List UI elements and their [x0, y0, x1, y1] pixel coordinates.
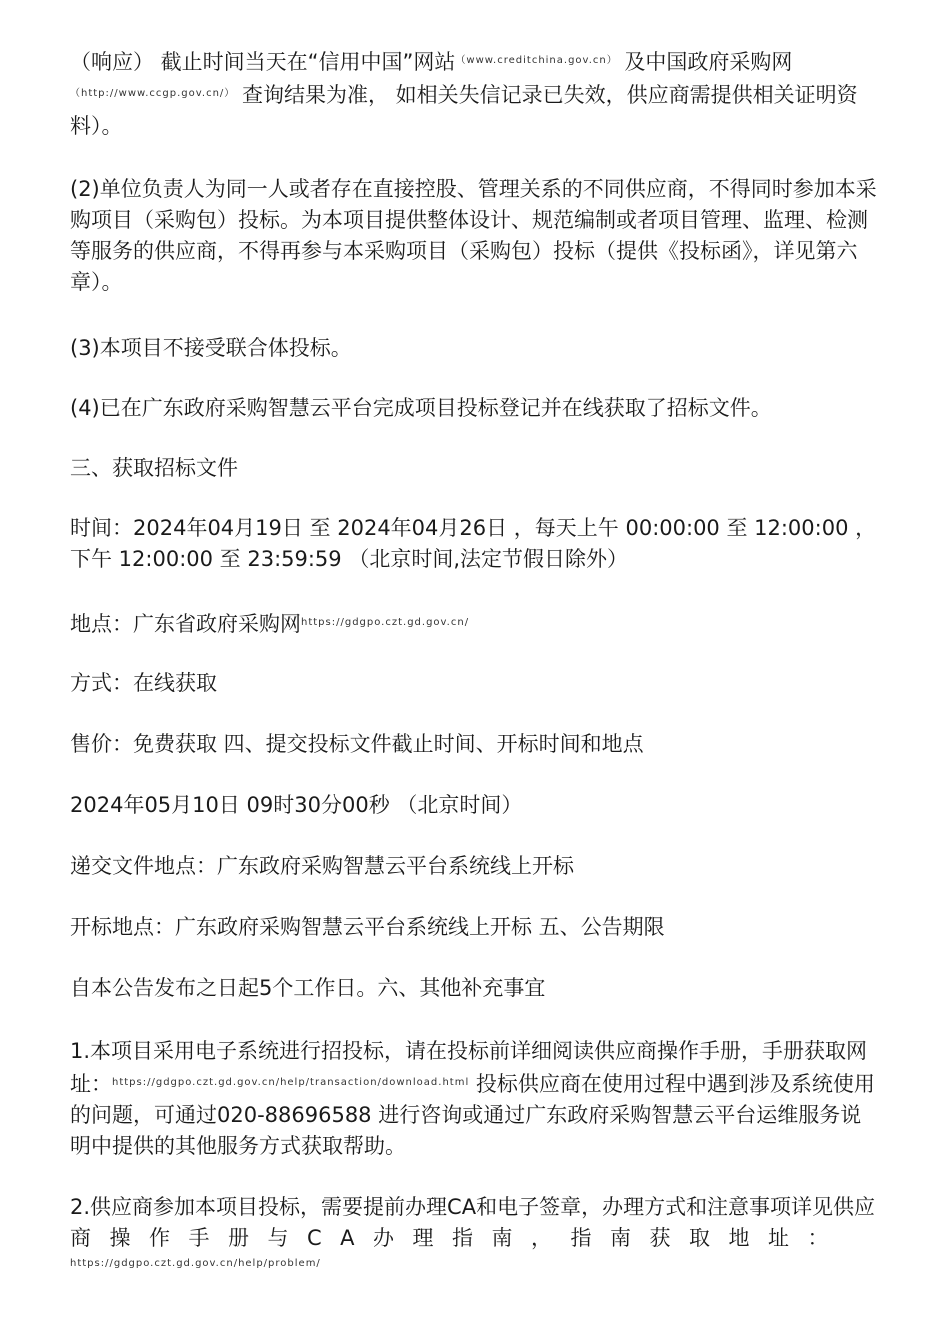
paragraph-item-2: (2)单位负责人为同一人或者存在直接控股、管理关系的不同供应商，不得同时参加本采购项目（采购包）投标。为本项目提供整体设计、规范编制或者项目管理、监理、检测等服务的供应商，不得再参与本采购项目（采购包）投标（提供《投标函》，详见第六章）。 — [70, 177, 877, 294]
text-segment: 及中国政府采购网 — [624, 50, 793, 74]
ccgp-url: （http://www.ccgp.gov.cn/） — [70, 88, 236, 99]
paragraph-item-3: (3)本项目不接受联合体投标。 — [70, 336, 352, 360]
paragraph-price: 售价：免费获取 四、提交投标文件截止时间、开标时间和地点 — [70, 732, 644, 756]
paragraph-method: 方式：在线获取 — [70, 671, 217, 695]
paragraph-deadline: 2024年05月10日 09时30分00秒 （北京时间） — [70, 793, 523, 817]
place-label: 地点：广东省政府采购网 — [70, 612, 301, 636]
text-segment: 1.本项目采用电子系统进行招投标，请在投标前详细阅读供应商操作手册，手册获取网址： — [70, 1039, 868, 1096]
text-line-spread: 商操作手册与CA办理指南，指南获取地址： — [70, 1226, 848, 1250]
paragraph-response-check — [70, 45, 880, 142]
paragraph-notice-period: 自本公告发布之日起5个工作日。六、其他补充事宜 — [70, 976, 546, 1000]
gdgpo-url: https://gdgpo.czt.gd.gov.cn/ — [301, 617, 470, 628]
creditchina-url: （www.creditchina.gov.cn） — [455, 55, 618, 66]
paragraph-supplement-2 — [70, 1192, 880, 1274]
manual-download-url: https://gdgpo.czt.gd.gov.cn/help/transaction/download.html — [112, 1077, 470, 1088]
paragraph-item-4: (4)已在广东政府采购智慧云平台完成项目投标登记并在线获取了招标文件。 — [70, 396, 772, 420]
paragraph-place — [70, 607, 880, 640]
text-segment: 查询结果为准， 如相关失信记录已失效，供应商需提供相关证明资料）。 — [70, 83, 858, 138]
paragraph-supplement-1 — [70, 1036, 880, 1162]
paragraph-submit-place: 递交文件地点：广东政府采购智慧云平台系统线上开标 — [70, 854, 574, 878]
paragraph-time: 时间：2024年04月19日 至 2024年04月26日 ，每天上午 00:00:00 至 12:00:00 ，下午 12:00:00 至 23:59:59 （北京时间,法定节假日除外） — [70, 516, 877, 571]
text-segment: 投标供应商在使用过程中遇到涉及系统使用的问题，可通过020-88696588 进行咨询或通过广东政府采购智慧云平台运维服务说明中提供的其他服务方式获取帮助。 — [70, 1072, 875, 1158]
ca-guide-url: https://gdgpo.czt.gd.gov.cn/help/problem/ — [70, 1258, 321, 1269]
text-segment: （响应） 截止时间当天在“信用中国”网站 — [70, 50, 456, 74]
text-line: 2.供应商参加本项目投标，需要提前办理CA和电子签章，办理方式和注意事项详见供应 — [70, 1195, 876, 1219]
paragraph-open-place: 开标地点：广东政府采购智慧云平台系统线上开标 五、公告期限 — [70, 915, 665, 939]
section-heading-3: 三、获取招标文件 — [70, 456, 238, 480]
